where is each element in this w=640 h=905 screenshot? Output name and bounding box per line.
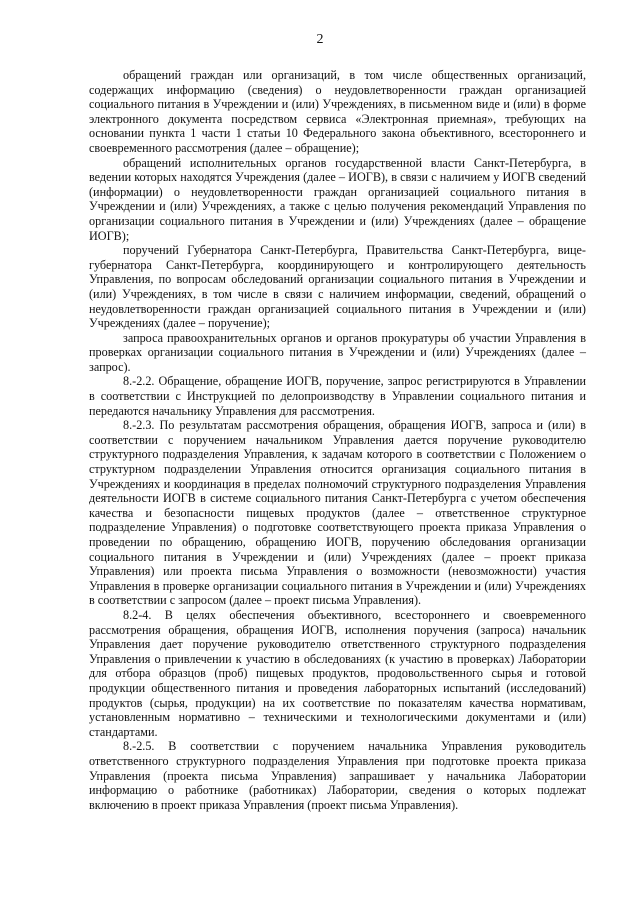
paragraph-obrashchenie: обращений граждан или организаций, в том числе общественных организаций, содержащих информацию (сведения) о неудовлетворенности граждан организацией социального питания в Учреждении и (или) Учреждениях, в письменном виде и (или) в форме электронного документа посредством сервиса «Электронная приемная», требующих на основании пункта 1 части 1 статьи 10 Федерального закона объективного, всестороннего и своевременного рассмотрения (далее – обращение); [89,68,586,155]
document-body [89,68,586,812]
paragraph-8-2-4: 8.2-4. В целях обеспечения объективного, всестороннего и своевременного рассмотрения обращения, обращения ИОГВ, исполнения поручения (запроса) начальник Управления дает поручение руководителю ответственного структурного подразделения Управления о привлечении к участию в обследованиях (к участию в проверках) Лаборатории для отбора образцов (проб) пищевых продуктов, продовольственного сырья и готовой продукции общественного питания и проведения лабораторных испытаний (исследований) продуктов (сырья, продукции) на их соответствие по показателям качества нормативам, установленным нормативно – техническими и технологическими документами и (или) стандартами. [89,607,586,739]
page-number: 2 [316,32,324,47]
paragraph-8-2-2: 8.-2.2. Обращение, обращение ИОГВ, поручение, запрос регистрируются в Управлении в соответствии с Инструкцией по делопроизводству в Управлении социального питания и передаются начальнику Управления для рассмотрения. [89,374,586,418]
paragraph-zapros: запроса правоохранительных органов и органов прокуратуры об участии Управления в проверках организации социального питания в Учреждении и (или) Учреждениях (далее – запрос). [89,330,586,374]
paragraph-8-2-3: 8.-2.3. По результатам рассмотрения обращения, обращения ИОГВ, запроса и (или) в соответствии с поручением начальником Управления дается поручение руководителю структурного подразделения Управления, к задачам которого в соответствии с Положением о структурном подразделении Управления относится организация социального питания в Учреждениях и координация в пределах полномочий структурного подразделения Управления деятельности ИОГВ в системе социального питания Санкт-Петербурга с учетом обеспечения качества и безопасности пищевых продуктов (далее – ответственное структурное подразделение Управления) о подготовке соответствующего проекта приказа Управления о проведении по обращению, обращению ИОГВ, поручению обследования организации социального питания в Учреждении и (или) Учреждениях (далее – проект приказа Управления) или проекта письма Управления о возможности (невозможности) участия Управления в проверке организации социального питания в Учреждении и (или) Учреждениях в соответствии с запросом (далее – проект письма Управления). [89,418,586,608]
paragraph-obrashchenie-iogv: обращений исполнительных органов государственной власти Санкт-Петербурга, в ведении которых находятся Учреждения (далее – ИОГВ), в связи с наличием у ИОГВ сведений (информации) о неудовлетворенности граждан организацией социального питания в Учреждении и (или) Учреждениях, а также с целью получения рекомендаций Управления по организации социального питания в Учреждении и (или) Учреждениях (далее – обращение ИОГВ); [89,155,586,243]
paragraph-poruchenie: поручений Губернатора Санкт-Петербурга, Правительства Санкт-Петербурга, вице-губернатора Санкт-Петербурга, координирующего и контролирующего деятельность Управления, по вопросам обследований организации социального питания в Учреждении и (или) Учреждениях, в том числе в связи с наличием информации, сведений, обращений о неудовлетворенности граждан организацией социального питания в Учреждении и (или) Учреждениях (далее – поручение); [89,243,586,331]
paragraph-8-2-5: 8.-2.5. В соответствии с поручением начальника Управления руководитель ответственного структурного подразделения Управления при подготовке проекта приказа Управления (проекта письма Управления) запрашивает у начальника Лаборатории информацию о работнике (работниках) Лаборатории, сведения о которых подлежат включению в проект приказа Управления (проект письма Управления). [89,739,586,812]
